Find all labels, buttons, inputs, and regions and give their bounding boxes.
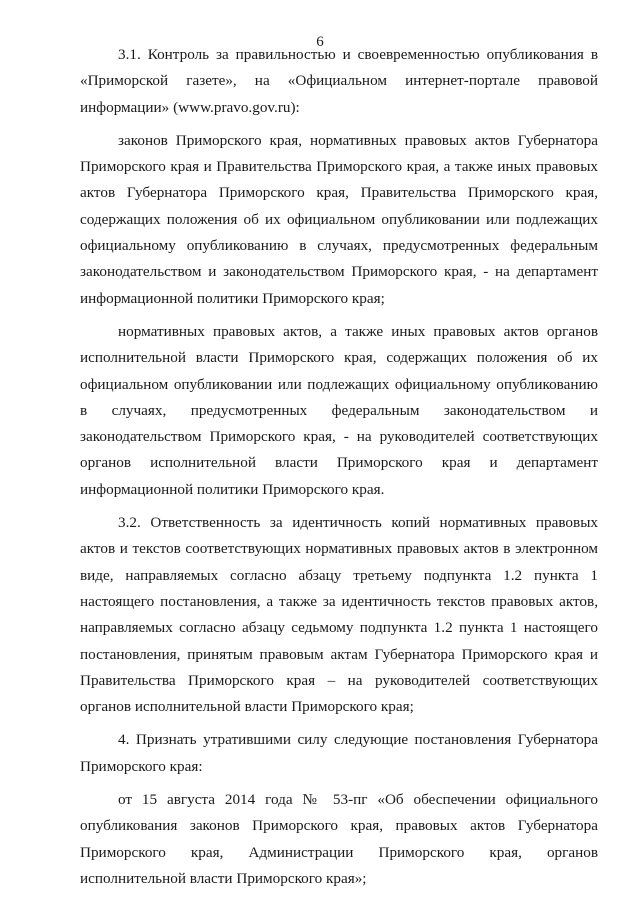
paragraph-laws bbox=[80, 128, 598, 312]
paragraph-line: опубликования законов Приморского края, правовых актов Губернатора bbox=[80, 817, 598, 835]
paragraph-line: информации» (www.pravo.gov.ru): bbox=[80, 98, 300, 116]
paragraph-4 bbox=[80, 727, 598, 780]
paragraph-line: нормативных правовых актов, а также иных правовых актов органов bbox=[118, 322, 598, 340]
paragraph-line: органов исполнительной власти Приморского края и департамент bbox=[80, 454, 598, 472]
paragraph-line: Правительства Приморского края – на руководителей соответствующих bbox=[80, 671, 598, 689]
document-body bbox=[80, 42, 598, 892]
paragraph-line: Приморского края: bbox=[80, 757, 203, 775]
paragraph-line: 3.2. Ответственность за идентичность копий нормативных правовых bbox=[118, 514, 598, 532]
paragraph-line: законодательством Приморского края, - на руководителей соответствующих bbox=[80, 428, 598, 446]
paragraph-line: в случаях, предусмотренных федеральным законодательством и bbox=[80, 401, 598, 419]
paragraph-line: «Приморской газете», на «Официальном интернет-портале правовой bbox=[80, 72, 598, 90]
paragraph-line: актов Губернатора Приморского края, Правительства Приморского края, bbox=[80, 184, 598, 202]
paragraph-line: Приморского края, Администрации Приморского края, органов bbox=[80, 843, 598, 861]
paragraph-line: настоящего постановления, а также за идентичность текстов правовых актов, bbox=[80, 592, 598, 610]
paragraph-3-2 bbox=[80, 510, 598, 720]
paragraph-line: исполнительной власти Приморского края»; bbox=[80, 869, 367, 887]
paragraph-line: направляемых согласно абзацу седьмому подпункта 1.2 пункта 1 настоящего bbox=[80, 619, 598, 637]
paragraph-line: виде, направляемых согласно абзацу третьему подпункта 1.2 пункта 1 bbox=[80, 566, 598, 584]
paragraph-line: законодательством и законодательством Приморского края, - на департамент bbox=[80, 263, 598, 281]
paragraph-line: информационной политики Приморского края. bbox=[80, 480, 385, 498]
page-number: 6 bbox=[316, 34, 324, 50]
paragraph-line: Приморского края и Правительства Приморского края, а также иных правовых bbox=[80, 158, 598, 176]
paragraph-line: 3.1. Контроль за правильностью и своевременностью опубликования в bbox=[118, 46, 598, 63]
paragraph-line: актов и текстов соответствующих нормативных правовых актов в электронном bbox=[80, 540, 598, 558]
paragraph-line: постановления, принятым правовым актам Губернатора Приморского края и bbox=[80, 645, 598, 663]
paragraph-line: официальном опубликовании или подлежащих официальному опубликованию bbox=[80, 375, 598, 393]
paragraph-line: содержащих положения об их официальном опубликовании или подлежащих bbox=[80, 210, 598, 228]
paragraph-line: органов исполнительной власти Приморского края; bbox=[80, 698, 414, 716]
paragraph-line: информационной политики Приморского края; bbox=[80, 289, 385, 307]
paragraph-line: законов Приморского края, нормативных правовых актов Губернатора bbox=[118, 131, 598, 149]
paragraph-3-1 bbox=[80, 42, 598, 121]
paragraph-line: исполнительной власти Приморского края, содержащих положения об их bbox=[80, 349, 598, 367]
paragraph-line: 4. Признать утратившими силу следующие постановления Губернатора bbox=[118, 731, 598, 749]
paragraph-line: от 15 августа 2014 года № 53-пг «Об обеспечении официального bbox=[118, 791, 598, 809]
paragraph-line: официальному опубликованию в случаях, предусмотренных федеральным bbox=[80, 237, 598, 255]
paragraph-53-pg bbox=[80, 787, 598, 892]
paragraph-normative bbox=[80, 319, 598, 503]
